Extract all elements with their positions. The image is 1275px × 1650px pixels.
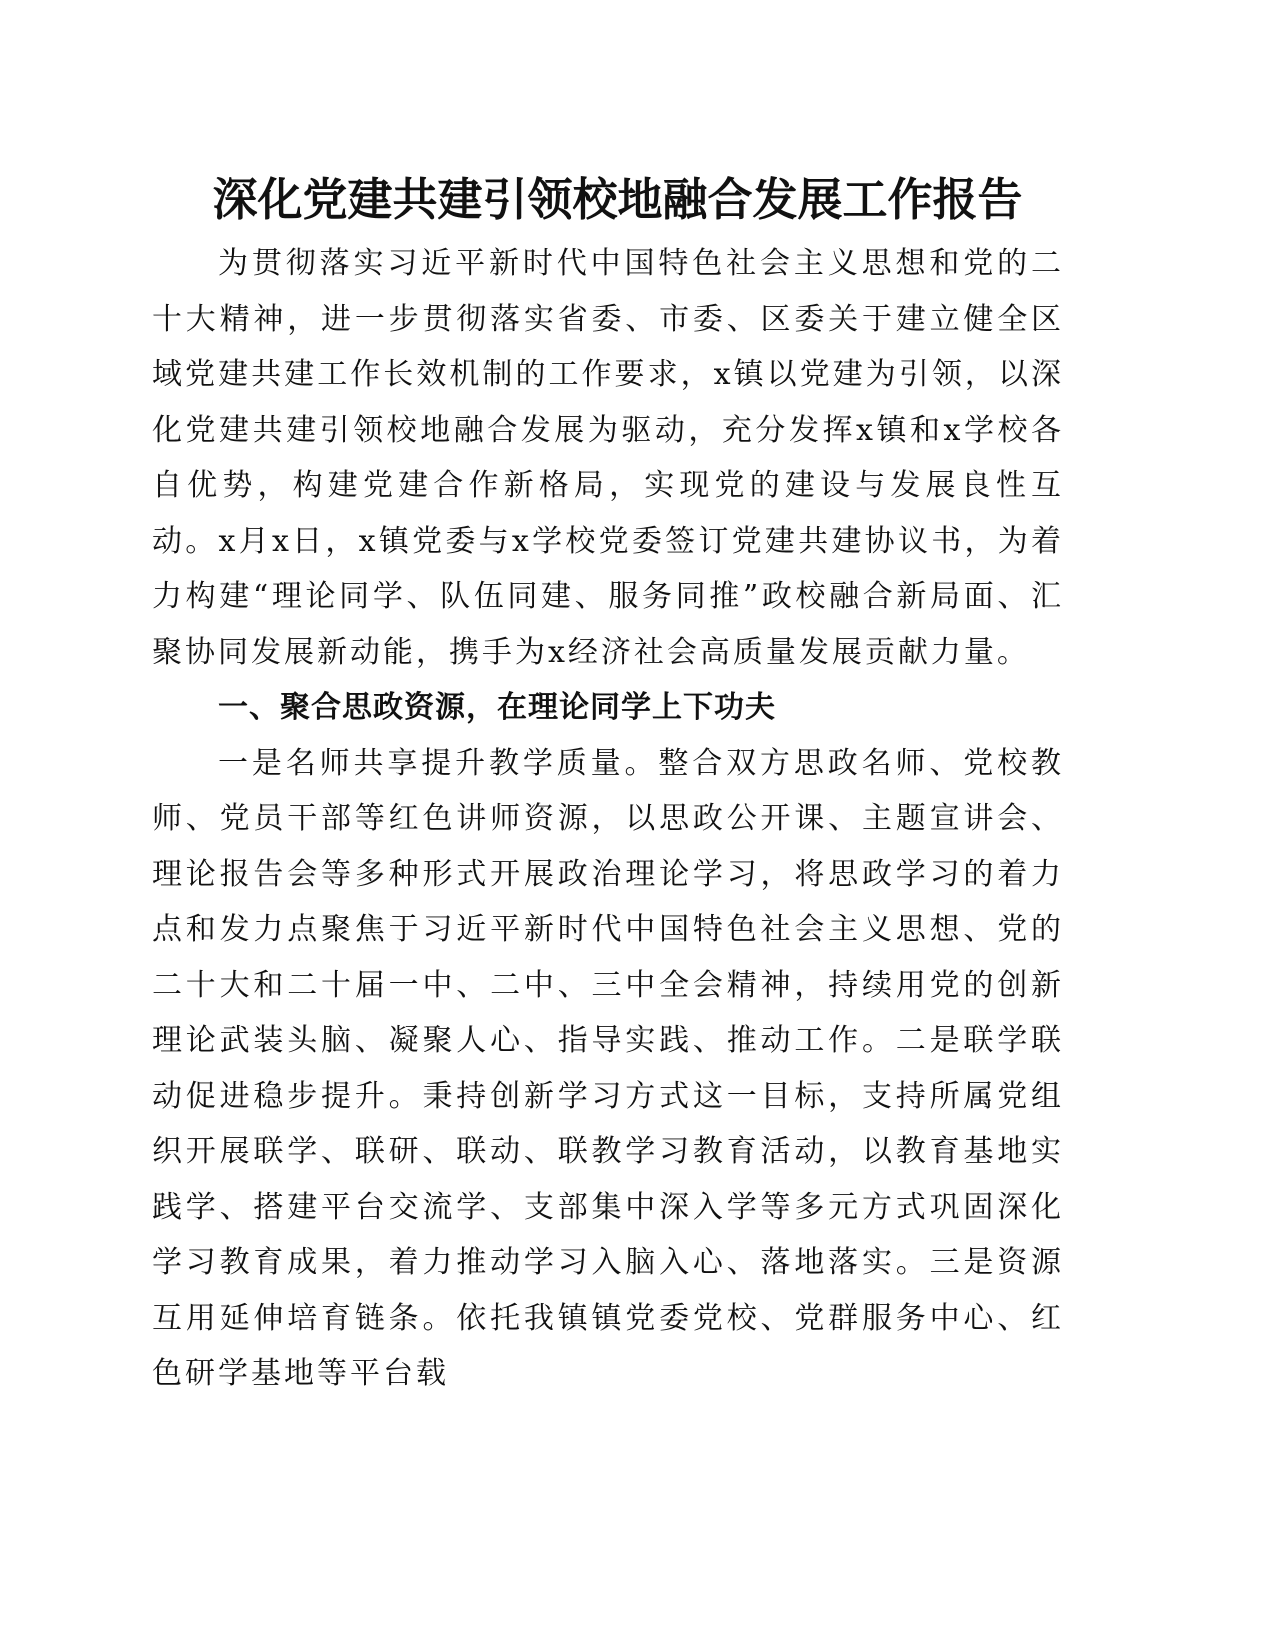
section-1-paragraph: 一是名师共享提升教学质量。整合双方思政名师、党校教师、党员干部等红色讲师资源，以思政公开课、主题宣讲会、理论报告会等多种形式开展政治理论学习，将思政学习的着力点和发力点聚焦于习近平新时代中国特色社会主义思想、党的二十大和二十届一中、二中、三中全会精神，持续用党的创新理论武装头脑、凝聚人心、指导实践、推动工作。二是联学联动促进稳步提升。秉持创新学习方式这一目标，支持所属党组织开展联学、联研、联动、联教学习教育活动，以教育基地实践学、搭建平台交流学、支部集中深入学等多元方式巩固深化学习教育成果，着力推动学习入脑入心、落地落实。三是资源互用延伸培育链条。依托我镇镇党委党校、党群服务中心、红色研学基地等平台载 xyxy=(152,745,1064,1391)
intro-paragraph: 为贯彻落实习近平新时代中国特色社会主义思想和党的二十大精神，进一步贯彻落实省委、市委、区委关于建立健全区域党建共建工作长效机制的工作要求，x镇以党建为引领，以深化党建共建引领校地融合发展为驱动，充分发挥x镇和x学校各自优势，构建党建合作新格局，实现党的建设与发展良性互动。x月x日，x镇党委与x学校党委签订党建共建协议书，为着力构建“理论同学、队伍同建、服务同推”政校融合新局面、汇聚协同发展新动能，携手为x经济社会高质量发展贡献力量。 xyxy=(152,246,1064,670)
document-body xyxy=(152,236,1064,1402)
document-title: 深化党建共建引领校地融合发展工作报告 xyxy=(212,173,1023,226)
section-heading-1: 一、聚合思政资源，在理论同学上下功夫 xyxy=(218,690,776,725)
